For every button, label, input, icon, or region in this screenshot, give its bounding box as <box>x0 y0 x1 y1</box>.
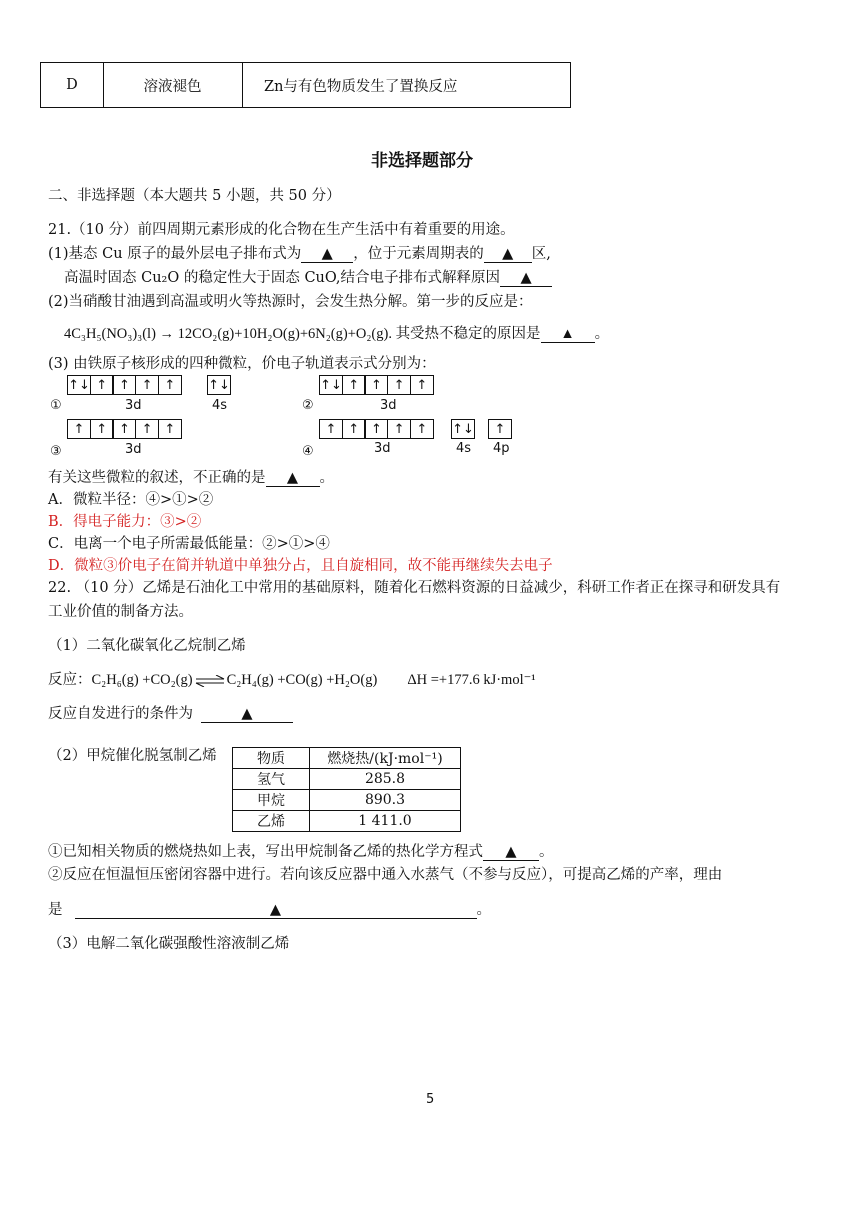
table-header-cell: 燃烧热/(kJ·mol⁻¹) <box>310 748 461 769</box>
table-cell-explanation <box>242 63 592 107</box>
orbital-box: ↑ <box>158 419 182 439</box>
reaction-label: 反应： <box>48 672 92 688</box>
option-b: B．得电子能力：③>② <box>48 514 202 530</box>
species-1-number: ① <box>50 398 62 413</box>
option-c: C．电离一个电子所需最低能量：②>①>④ <box>48 536 330 552</box>
table-cell-option <box>41 63 104 107</box>
q22-subsection-1: （1）二氧化碳氧化乙烷制乙烯 <box>48 638 246 654</box>
q21-stem: 21.（10 分）前四周期元素形成的化合物在生产生活中有着重要的用途。 <box>48 222 515 238</box>
q22-subsection-2: （2）甲烷催化脱氢制乙烯 <box>48 748 217 764</box>
label-3d: 3d <box>125 442 142 457</box>
reaction-products: C₂H₄(g) +CO(g) +H₂O(g) <box>226 672 378 688</box>
period: 。 <box>594 326 610 342</box>
answer-table-row-d <box>40 62 571 108</box>
q22-condition-line <box>48 702 293 723</box>
option-a: A．微粒半径：④>①>② <box>48 492 214 508</box>
orbital-box: ↑↓ <box>451 419 475 439</box>
orbital-box: ↑ <box>112 419 136 439</box>
q21-p1-text-b: ，位于元素周期表的 <box>353 246 484 262</box>
orbital-box: ↑ <box>90 375 114 395</box>
table-cell: 890.3 <box>310 790 461 811</box>
q21-part3: (3) 由铁原子核形成的四种微粒，价电子轨道表示式分别为： <box>48 356 436 372</box>
orbital-box: ↑↓ <box>207 375 231 395</box>
orbital-box: ↑ <box>364 419 388 439</box>
answer-blank[interactable]: ▲ <box>484 246 532 263</box>
table-cell: 甲烷 <box>233 790 310 811</box>
species-3-3d-orbitals <box>67 419 182 439</box>
table-header-row <box>233 748 461 769</box>
q21-equation-line <box>64 322 609 343</box>
orbital-box: ↑ <box>90 419 114 439</box>
orbital-box: ↑ <box>488 419 512 439</box>
question-text: 反应自发进行的条件为 <box>48 706 193 722</box>
reaction-reactants: C₂H₆(g) +CO₂(g) <box>91 672 193 688</box>
answer-blank[interactable]: ▲ <box>500 270 552 287</box>
q21-p1-text-d: 高温时固态 Cu₂O 的稳定性大于固态 CuO,结合电子排布式解释原因 <box>64 270 501 286</box>
answer-blank[interactable]: ▲ <box>201 706 293 723</box>
question-text: ①已知相关物质的燃烧热如上表，写出甲烷制备乙烯的热化学方程式 <box>48 844 483 860</box>
combustion-heat-table <box>232 747 461 832</box>
table-header-cell: 物质 <box>233 748 310 769</box>
orbital-box: ↑ <box>387 375 411 395</box>
q21-p2-question: . 其受热不稳定的原因是 <box>388 326 541 342</box>
page-number: 5 <box>426 1092 435 1107</box>
period: 。 <box>319 470 334 486</box>
table-row <box>233 811 461 832</box>
q22-reaction <box>48 668 536 689</box>
section-title: 非选择题部分 <box>371 151 473 171</box>
enthalpy-change: ΔH =+177.6 kJ·mol⁻¹ <box>407 672 536 688</box>
period: 。 <box>539 844 554 860</box>
table-row <box>233 790 461 811</box>
q22-item-1 <box>48 840 554 861</box>
orbital-box: ↑ <box>112 375 136 395</box>
species-4-number: ④ <box>302 444 314 459</box>
answer-blank[interactable]: ▲ <box>75 902 477 919</box>
table-cell-phenomenon <box>103 63 243 107</box>
q22-item-2: ②反应在恒温恒压密闭容器中进行。若向该反应器中通入水蒸气（不参与反应），可提高乙烯的产率，理由 <box>48 867 723 883</box>
orbital-box: ↑↓ <box>319 375 343 395</box>
table-cell: 氢气 <box>233 769 310 790</box>
q21-part3-question <box>48 466 334 487</box>
answer-blank[interactable]: ▲ <box>483 844 539 861</box>
orbital-box: ↑ <box>67 419 91 439</box>
q22-stem-line2: 工业价值的制备方法。 <box>48 604 193 620</box>
orbital-box: ↑ <box>342 375 366 395</box>
species-4-3d-orbitals <box>319 419 434 439</box>
orbital-box: ↑ <box>387 419 411 439</box>
species-4-4s-orbital <box>451 419 475 439</box>
orbital-box: ↑ <box>410 375 434 395</box>
label-4s: 4s <box>212 398 228 413</box>
species-1-4s-orbital <box>207 375 231 395</box>
orbital-box: ↑ <box>410 419 434 439</box>
answer-blank[interactable]: ▲ <box>266 470 320 487</box>
label-4s: 4s <box>456 441 472 456</box>
orbital-box: ↑ <box>364 375 388 395</box>
equilibrium-arrow-icon <box>194 675 226 687</box>
period: 。 <box>476 902 491 918</box>
label-3d: 3d <box>125 398 142 413</box>
species-1-3d-orbitals <box>67 375 182 395</box>
orbital-box: ↑ <box>135 375 159 395</box>
label-3d: 3d <box>374 441 391 456</box>
explanation-text: Zn与有色物质发生了置换反应 <box>264 78 458 95</box>
q22-subsection-3: （3）电解二氧化碳强酸性溶液制乙烯 <box>48 936 290 952</box>
phenomenon-text: 溶液褪色 <box>143 78 202 95</box>
question-text: 是 <box>48 902 63 918</box>
q21-part1-line2 <box>64 266 552 287</box>
answer-blank[interactable]: ▲ <box>541 326 595 343</box>
species-2-3d-orbitals <box>319 375 434 395</box>
orbital-box: ↑ <box>158 375 182 395</box>
table-cell: 285.8 <box>310 769 461 790</box>
table-row <box>233 769 461 790</box>
option-d: D．微粒③价电子在简并轨道中单独分占，且自旋相同，故不能再继续失去电子 <box>48 558 553 574</box>
nitroglycerin-equation: 4C₃H₅(NO₃)₃(l) → 12CO₂(g)+10H₂O(g)+6N₂(g)+O₂(g) <box>64 326 389 342</box>
part-header: 二、非选择题（本大题共 5 小题，共 50 分） <box>48 188 341 204</box>
species-3-number: ③ <box>50 444 62 459</box>
table-cell: 乙烯 <box>233 811 310 832</box>
table-cell: 1 411.0 <box>310 811 461 832</box>
orbital-box: ↑ <box>342 419 366 439</box>
species-4-4p-orbital <box>488 419 512 439</box>
q21-part2: (2)当硝酸甘油遇到高温或明火等热源时，会发生热分解。第一步的反应是： <box>48 294 533 310</box>
species-2-number: ② <box>302 398 314 413</box>
question-text: 有关这些微粒的叙述，不正确的是 <box>48 470 266 486</box>
q22-stem-line1: 22. （10 分）乙烯是石油化工中常用的基础原料，随着化石燃料资源的日益减少，科研工作者正在探寻和研发具有 <box>48 580 781 596</box>
answer-blank[interactable]: ▲ <box>301 246 353 263</box>
q21-p1-text-a: (1)基态 Cu 原子的最外层电子排布式为 <box>48 246 302 262</box>
orbital-box: ↑ <box>135 419 159 439</box>
orbital-box: ↑↓ <box>67 375 91 395</box>
orbital-box: ↑ <box>319 419 343 439</box>
label-3d: 3d <box>380 398 397 413</box>
q21-p1-text-c: 区, <box>531 246 551 262</box>
q21-part1-line1 <box>48 242 551 263</box>
option-letter: D <box>66 77 78 93</box>
label-4p: 4p <box>493 441 510 456</box>
q22-item-2-answer-line <box>48 898 491 919</box>
